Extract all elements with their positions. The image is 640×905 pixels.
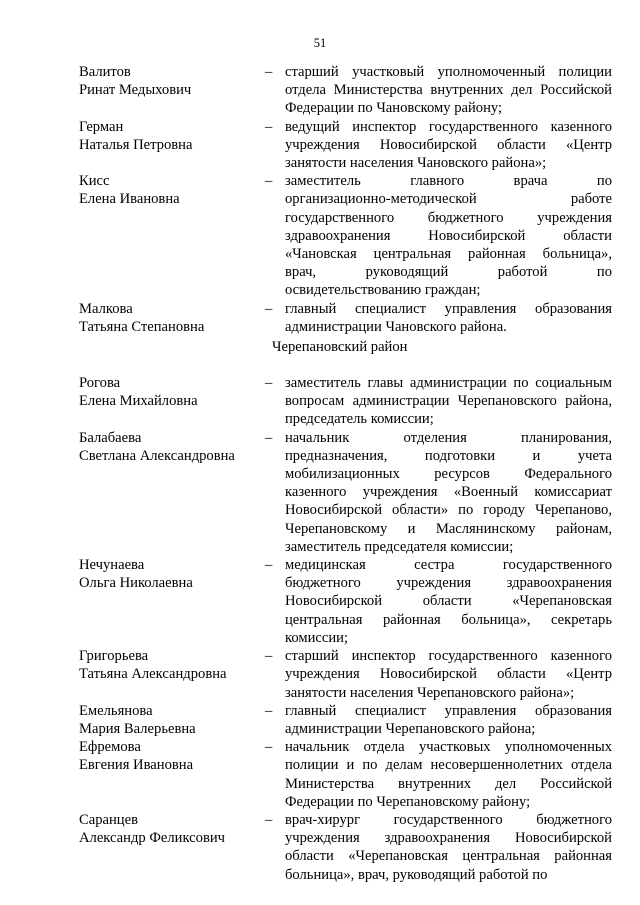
- member-given-names: Светлана Александровна: [79, 447, 235, 464]
- position-line: казенного учреждения «Военный комиссариат: [285, 484, 612, 501]
- member-given-names: Мария Валерьевна: [79, 720, 196, 737]
- member-surname: Малкова: [79, 300, 133, 317]
- member-position: [285, 429, 612, 556]
- position-line: начальник отделения планирования,: [285, 429, 612, 446]
- member-entry: [79, 172, 612, 299]
- member-name: [79, 738, 265, 811]
- member-given-names: Татьяна Степановна: [79, 318, 205, 335]
- position-line: председатель комиссии;: [285, 411, 434, 428]
- member-name: [79, 172, 265, 299]
- cherepanovsky-district-members: [79, 374, 612, 884]
- position-line: занятости населения Черепановского района»;: [285, 684, 575, 701]
- dash-separator: –: [265, 300, 273, 317]
- member-surname: Рогова: [79, 375, 121, 392]
- member-entry: [79, 118, 612, 173]
- position-line: предназначения, подготовки и учета: [285, 447, 612, 464]
- member-position: [285, 647, 612, 702]
- member-entry: [79, 811, 612, 884]
- member-position: [285, 811, 612, 884]
- position-line: государственного бюджетного учреждения: [285, 209, 612, 226]
- member-position: [285, 702, 612, 738]
- position-line: мобилизационных ресурсов Федерального: [285, 466, 612, 483]
- member-entry: [79, 556, 612, 647]
- position-line: старший инспектор государственного казенного: [285, 648, 612, 665]
- position-line: учреждения Новосибирской области «Центр: [285, 666, 612, 683]
- position-line: медицинская сестра государственного: [285, 557, 612, 574]
- commission-list: [79, 63, 612, 884]
- position-line: Новосибирской области «Черепановская: [285, 593, 612, 610]
- member-entry: [79, 63, 612, 118]
- dash-separator: –: [265, 648, 273, 665]
- chanovsky-district-members: [79, 63, 612, 336]
- member-position: [285, 63, 612, 118]
- dash-separator: –: [265, 811, 273, 828]
- member-position: [285, 300, 612, 336]
- position-line: администрации Чановского района.: [285, 318, 507, 335]
- dash-separator: –: [265, 64, 273, 80]
- position-line: ведущий инспектор государственного казенного: [285, 118, 612, 135]
- position-line: заместитель главного врача по: [285, 173, 612, 190]
- member-position: [285, 556, 612, 647]
- member-name: [79, 300, 265, 336]
- dash-separator: –: [265, 557, 273, 574]
- member-name: [79, 118, 265, 173]
- position-line: полиции и по делам несовершеннолетних отдела: [285, 757, 612, 774]
- member-given-names: Елена Ивановна: [79, 191, 180, 208]
- dash-separator: –: [265, 739, 273, 756]
- member-surname: Герман: [79, 118, 124, 135]
- member-position: [285, 172, 612, 299]
- member-surname: Григорьева: [79, 648, 149, 665]
- member-given-names: Наталья Петровна: [79, 136, 193, 153]
- member-given-names: Евгения Ивановна: [79, 757, 194, 774]
- position-line: заместитель главы администрации по социальным: [285, 375, 612, 392]
- member-entry: [79, 374, 612, 429]
- position-line: Новосибирской области» по городу Черепаново,: [285, 502, 612, 519]
- member-name: [79, 429, 265, 556]
- member-entry: [79, 702, 612, 738]
- member-given-names: Елена Михайловна: [79, 393, 198, 410]
- position-line: начальник отдела участковых уполномоченных: [285, 739, 612, 756]
- position-line: комиссии;: [285, 629, 349, 646]
- section-heading: Черепановский район: [272, 339, 408, 356]
- position-line: вопросам администрации Черепановского района,: [285, 393, 612, 410]
- member-surname: Ефремова: [79, 739, 141, 756]
- position-line: организационно-методической работе: [285, 191, 612, 208]
- position-line: центральная районная больница», секретарь: [285, 611, 612, 628]
- member-name: [79, 63, 265, 118]
- member-position: [285, 118, 612, 173]
- member-name: [79, 374, 265, 429]
- position-line: Федерации по Чановскому району;: [285, 100, 503, 117]
- member-given-names: Ольга Николаевна: [79, 575, 193, 592]
- member-entry: [79, 738, 612, 811]
- position-line: Федерации по Черепановскому району;: [285, 793, 531, 810]
- position-line: главный специалист управления образования: [285, 300, 612, 317]
- dash-separator: –: [265, 702, 273, 719]
- member-surname: Кисс: [79, 173, 110, 190]
- member-name: [79, 556, 265, 647]
- position-line: Министерства внутренних дел Российской: [285, 775, 612, 792]
- dash-separator: –: [265, 429, 273, 446]
- position-line: отдела Министерства внутренних дел Российской: [285, 82, 612, 99]
- member-surname: Нечунаева: [79, 557, 145, 574]
- member-entry: [79, 300, 612, 336]
- position-line: больница», врач, руководящий работой по: [285, 866, 548, 883]
- member-surname: Валитов: [79, 64, 131, 80]
- member-given-names: Ринат Медыхович: [79, 82, 192, 99]
- position-line: занятости населения Чановского района»;: [285, 155, 547, 172]
- member-surname: Емельянова: [79, 702, 153, 719]
- member-name: [79, 647, 265, 702]
- position-line: освидетельствованию граждан;: [285, 282, 481, 299]
- position-line: бюджетного учреждения здравоохранения: [285, 575, 612, 592]
- position-line: заместитель председателя комиссии;: [285, 538, 514, 555]
- position-line: старший участковый уполномоченный полиции: [285, 64, 612, 80]
- member-given-names: Александр Феликсович: [79, 830, 225, 847]
- position-line: администрации Черепановского района;: [285, 720, 536, 737]
- member-name: [79, 811, 265, 884]
- position-line: «Чановская центральная районная больница»,: [285, 246, 612, 263]
- member-surname: Балабаева: [79, 429, 142, 446]
- page-number: 51: [313, 36, 327, 50]
- position-line: главный специалист управления образования: [285, 702, 612, 719]
- member-position: [285, 374, 612, 429]
- position-line: врач-хирург государственного бюджетного: [285, 811, 612, 828]
- member-entry: [79, 429, 612, 556]
- position-line: Черепановскому и Маслянинскому районам,: [285, 520, 612, 537]
- dash-separator: –: [265, 118, 273, 135]
- position-line: области «Черепановская центральная районная: [285, 848, 612, 865]
- position-line: врач, руководящий работой по: [285, 264, 612, 281]
- dash-separator: –: [265, 375, 273, 392]
- position-line: учреждения Новосибирской области «Центр: [285, 136, 612, 153]
- member-name: [79, 702, 265, 738]
- position-line: учреждения здравоохранения Новосибирской: [285, 830, 612, 847]
- member-given-names: Татьяна Александровна: [79, 666, 227, 683]
- position-line: здравоохранения Новосибирской области: [285, 227, 612, 244]
- member-entry: [79, 647, 612, 702]
- member-surname: Саранцев: [79, 811, 138, 828]
- dash-separator: –: [265, 173, 273, 190]
- member-position: [285, 738, 612, 811]
